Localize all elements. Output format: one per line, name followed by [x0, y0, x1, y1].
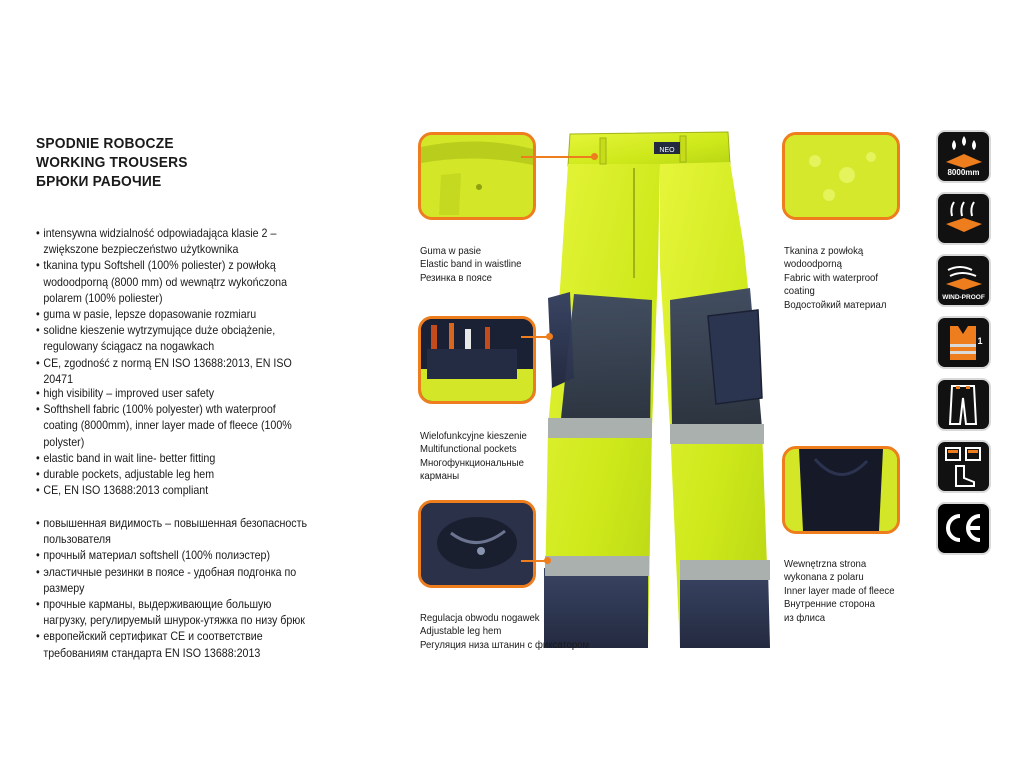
feature-item: • европейский сертификат CE и соответствие требованиям стандарта EN ISO 13688:2013 — [36, 629, 312, 661]
feature-item: • эластичные резинки в поясе - удобная подгонка по размеру — [36, 565, 312, 597]
windproof-label: WIND-PROOF — [942, 294, 985, 301]
feature-item: • CE, EN ISO 13688:2013 compliant — [36, 483, 312, 499]
features-english — [36, 386, 312, 499]
pockets-leader-dot — [546, 333, 553, 340]
fleece-detail-image — [782, 446, 900, 534]
feature-item: • Softhshell fabric (100% polyester) wth waterproof coating (8000mm), inner layer made of fleece (100% polyster) — [36, 402, 312, 451]
features-russian — [36, 516, 312, 662]
feature-item: • прочные карманы, выдерживающие большую нагрузку, регулируемый шнурок-утяжка по низу брюк — [36, 597, 312, 629]
pockets-leader-line — [521, 336, 549, 338]
hem-leader-dot — [544, 557, 551, 564]
waterproof-drops-icon — [936, 130, 991, 183]
feature-item: • intensywna widzialność odpowiadająca klasie 2 – zwiększone bezpieczeństwo użytkownika — [36, 226, 312, 258]
features-polish — [36, 226, 312, 388]
title-english: WORKING TROUSERS — [36, 154, 188, 171]
ce-mark-icon — [936, 502, 991, 555]
wind-proof-icon — [936, 254, 991, 307]
fleece-caption: Wewnętrzna strona wykonana z polaru Inner layer made of fleece Внутренние сторона из флиса — [784, 559, 895, 624]
fabric-detail-image — [782, 132, 900, 220]
feature-item: • CE, zgodność z normą EN ISO 13688:2013, EN ISO 20471 — [36, 356, 312, 388]
feature-item: • solidne kieszenie wytrzymujące duże obciążenie, regulowany ściągacz na nogawkach — [36, 323, 312, 355]
feature-item: • прочный материал softshell (100% полиэстер) — [36, 548, 312, 564]
hem-detail-image — [418, 500, 536, 588]
title-russian: БРЮКИ РАБОЧИЕ — [36, 173, 162, 190]
pockets-caption: Wielofunkcyjne kieszenie Multifunctional pockets Многофункциональные карманы — [420, 431, 527, 483]
trousers-image — [530, 128, 790, 650]
waist-caption: Guma w pasie Elastic band in waistline Резинка в поясе — [420, 246, 522, 284]
feature-item: • durable pockets, adjustable leg hem — [36, 467, 312, 483]
waterproof-rating: 8000mm — [947, 168, 980, 177]
feature-item: • high visibility – improved user safety — [36, 386, 312, 402]
waist-detail-image — [418, 132, 536, 220]
hem-caption: Regulacja obwodu nogawek Adjustable leg hem Регуляция низа штанин с фиксатором — [420, 613, 590, 651]
feature-item: • повышенная видимость – повышенная безопасность пользователя — [36, 516, 312, 548]
pockets-detail-image — [418, 316, 536, 404]
feature-item: • guma w pasie, lepsze dopasowanie rozmiaru — [36, 307, 312, 323]
feature-item: • tkanina typu Softshell (100% poliester) z powłoką wodoodporną (8000 mm) od wewnątrz wykończona polarem (100% poliester) — [36, 258, 312, 307]
waist-leader-dot — [591, 153, 598, 160]
breathable-fabric-icon — [936, 192, 991, 245]
trousers-icon — [936, 378, 991, 431]
product-title — [36, 134, 188, 191]
fabric-caption: Tkanina z powłoką wodoodporną Fabric with waterproof coating Водостойкий материал — [784, 246, 887, 311]
waist-leader-line — [521, 156, 593, 158]
title-polish: SPODNIE ROBOCZE — [36, 135, 174, 152]
hi-vis-vest-icon — [936, 316, 991, 369]
pockets-boot-icon — [936, 440, 991, 493]
feature-item: • elastic band in wait line- better fitting — [36, 451, 312, 467]
vest-class-number: 1 — [977, 336, 983, 346]
brand-label: NEO — [659, 147, 675, 154]
